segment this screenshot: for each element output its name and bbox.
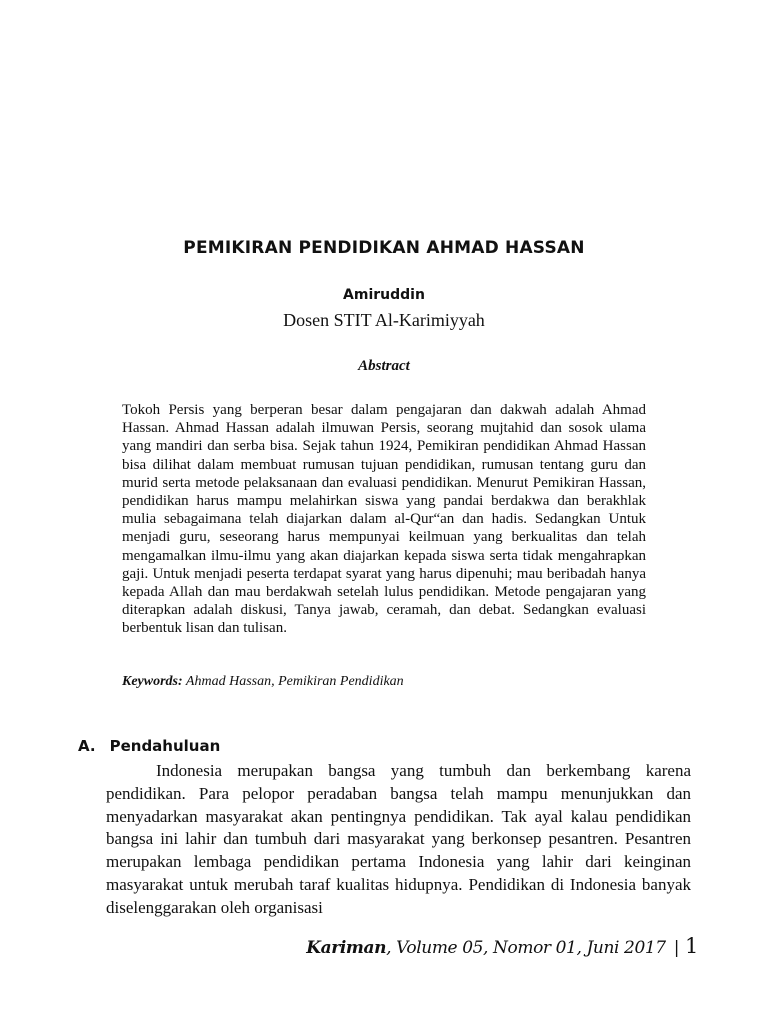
section-heading: [78, 737, 220, 755]
author-affiliation: Dosen STIT Al-Karimiyyah: [283, 310, 485, 330]
keywords-value: Ahmad Hassan, Pemikiran Pendidikan: [185, 674, 404, 689]
footer-separator: |: [673, 938, 680, 958]
paper-title: PEMIKIRAN PENDIDIKAN AHMAD HASSAN: [183, 238, 585, 258]
footer-journal: Kariman: [306, 938, 387, 958]
abstract-heading: Abstract: [358, 358, 410, 374]
author-name: Amiruddin: [343, 287, 425, 303]
footer-details: , Volume 05, Nomor 01, Juni 2017: [386, 938, 666, 958]
abstract-body: Tokoh Persis yang berperan besar dalam pengajaran dan dakwah adalah Ahmad Hassan. Ahmad Hassan adalah ilmuwan Persis, seorang mujtahid dan sosok ulama yang mandiri dan serba bisa. Sejak tahun 1924, Pemikiran pendidikan Ahmad Hassan bisa dilihat dalam membuat rumusan tujuan pendidikan, rumusan tentang guru dan murid serta metode pelaksanaan dan evaluasi pendidikan. Menurut Pemikiran Hassan, pendidikan harus mampu melahirkan siswa yang pandai berdakwa dan berakhlak mulia sebagaimana telah diajarkan dalam al-Qur“an dan hadis. Sedangkan Untuk menjadi guru, seseorang harus mempunyai keilmuan yang berkualitas dan telah mengamalkan ilmu-ilmu yang akan diajarkan kepada siswa serta tidak mengahrapkan gaji. Untuk menjadi peserta terdapat syarat yang harus dipenuhi; mau beribadah hanya kepada Allah dan mau berdakwah setelah lulus pendidikan. Metode pengajaran yang diterapkan adalah diskusi, Tanya jawab, ceramah, dan debat. Sedangkan evaluasi berbentuk lisan dan tulisan.: [122, 402, 646, 637]
section-marker: A.: [78, 737, 96, 755]
section-body: Indonesia merupakan bangsa yang tumbuh dan berkembang karena pendidikan. Para pelopor peradaban bangsa telah mampu menunjukkan dan menyadarkan masyarakat akan pentingnya pendidikan. Tak ayal kalau pendidikan bangsa ini lahir dan tumbuh dari masyarakat yang berkonsep pesantren. Pesantren merupakan lembaga pendidikan pertama Indonesia yang lahir dari keinginan masyarakat untuk merubah taraf kualitas hidupnya. Pendidikan di Indonesia banyak diselenggarakan oleh organisasi: [106, 761, 691, 917]
page-footer: [306, 934, 698, 958]
keywords-label: Keywords:: [122, 674, 183, 689]
section-title: Pendahuluan: [109, 737, 221, 755]
keywords-line: [122, 674, 646, 690]
page-number: 1: [685, 934, 698, 958]
